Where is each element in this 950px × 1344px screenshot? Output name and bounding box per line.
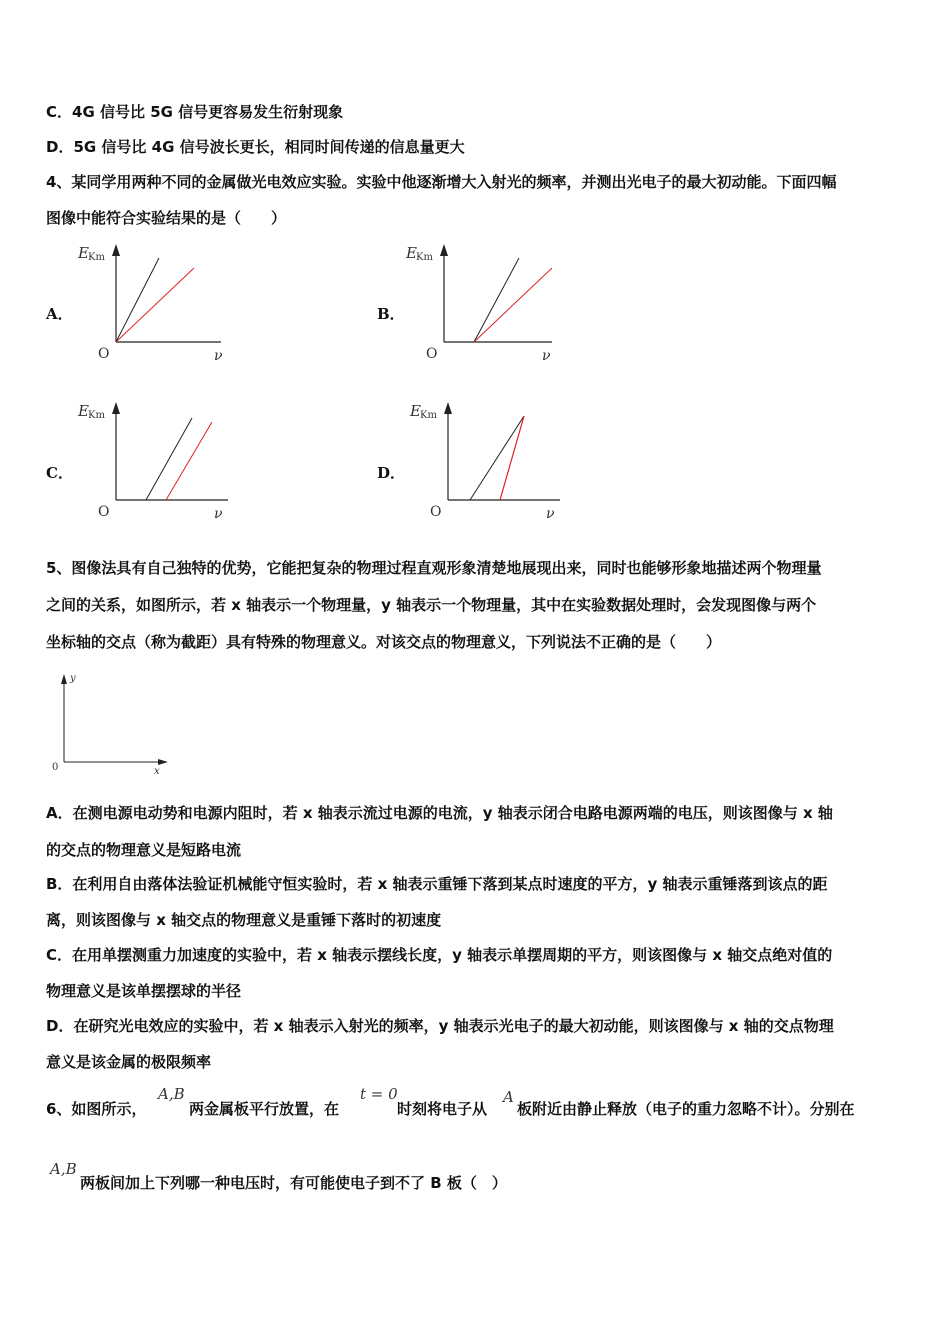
q4-graph-c-label: C． bbox=[46, 464, 73, 482]
x-label: x bbox=[154, 766, 160, 777]
black-line bbox=[146, 418, 192, 500]
ylabel-sub: Km bbox=[416, 252, 433, 263]
y-axis-arrow bbox=[61, 674, 67, 684]
black-line bbox=[470, 416, 524, 500]
q5-option-a-line2: 的交点的物理意义是短路电流 bbox=[46, 841, 242, 859]
q6-math-ab: A,B bbox=[158, 1085, 185, 1103]
q3-option-c: C．4G 信号比 5G 信号更容易发生衍射现象 bbox=[46, 103, 344, 121]
ylabel-sub: Km bbox=[88, 252, 105, 263]
y-axis-arrow bbox=[444, 402, 452, 414]
q5-option-b-line2: 离，则该图像与 x 轴交点的物理意义是重锤下落时的初速度 bbox=[46, 911, 442, 929]
q5-stem-line3: 坐标轴的交点（称为截距）具有特殊的物理意义。对该交点的物理意义，下列说法不正确的是（ ） bbox=[46, 633, 722, 651]
xlabel: ν bbox=[542, 348, 551, 364]
q4-graph-b bbox=[404, 238, 564, 368]
q5-option-c-line1: C．在用单摆测重力加速度的实验中，若 x 轴表示摆线长度，y 轴表示单摆周期的平方，则该图像与 x 轴交点绝对值的 bbox=[46, 946, 833, 964]
ylabel-sub: Km bbox=[88, 410, 105, 421]
q6-part3: 时刻将电子从 bbox=[397, 1100, 488, 1118]
red-line bbox=[474, 268, 552, 342]
q4-graph-b-label: B． bbox=[377, 305, 405, 323]
ylabel-sub: Km bbox=[420, 410, 437, 421]
origin-label: O bbox=[430, 504, 442, 520]
q5-option-b-line1: B．在利用自由落体法验证机械能守恒实验时，若 x 轴表示重锤下落到某点时速度的平方，y 轴表示重锤落到该点的距 bbox=[46, 875, 828, 893]
q4-graph-d bbox=[408, 396, 568, 526]
ylabel: E bbox=[410, 402, 421, 420]
ylabel: E bbox=[78, 402, 89, 420]
black-line bbox=[474, 258, 519, 342]
origin-label: O bbox=[98, 346, 110, 362]
q4-graph-c bbox=[76, 396, 236, 526]
red-line bbox=[166, 422, 212, 500]
red-line bbox=[116, 268, 194, 342]
q5-option-d-line1: D．在研究光电效应的实验中，若 x 轴表示入射光的频率，y 轴表示光电子的最大初动能，则该图像与 x 轴的交点物理 bbox=[46, 1017, 834, 1035]
xlabel: ν bbox=[546, 506, 555, 522]
red-line bbox=[500, 416, 524, 500]
y-axis-arrow bbox=[112, 402, 120, 414]
q3-option-d: D．5G 信号比 4G 信号波长更长，相同时间传递的信息量更大 bbox=[46, 138, 465, 156]
x-axis-arrow bbox=[158, 759, 168, 765]
q6-part2: 两金属板平行放置，在 bbox=[189, 1100, 340, 1118]
origin-label: 0 bbox=[52, 762, 59, 773]
xlabel: ν bbox=[214, 506, 223, 522]
origin-label: O bbox=[98, 504, 110, 520]
q6-part4: 板附近由静止释放（电子的重力忽略不计）。分别在 bbox=[517, 1100, 855, 1118]
q6-math-a: A bbox=[503, 1088, 514, 1106]
ylabel: E bbox=[78, 244, 89, 262]
q6-line2: 两板间加上下列哪一种电压时，有可能使电子到不了 B 板（ ） bbox=[80, 1174, 507, 1192]
q4-stem-line2: 图像中能符合实验结果的是（ ） bbox=[46, 209, 287, 227]
q4-graph-a bbox=[76, 238, 236, 368]
q6-math-t0: t = 0 bbox=[360, 1085, 398, 1103]
y-axis-arrow bbox=[112, 244, 120, 256]
q4-stem-line1: 4、某同学用两种不同的金属做光电效应实验。实验中他逐渐增大入射光的频率，并测出光电子的最大初动能。下面四幅 bbox=[46, 173, 837, 191]
y-axis-arrow bbox=[440, 244, 448, 256]
origin-label: O bbox=[426, 346, 438, 362]
q5-option-d-line2: 意义是该金属的极限频率 bbox=[46, 1053, 212, 1071]
q5-stem-line1: 5、图像法具有自己独特的优势，它能把复杂的物理过程直观形象清楚地展现出来，同时也能够形象地描述两个物理量 bbox=[46, 559, 822, 577]
q5-option-c-line2: 物理意义是该单摆摆球的半径 bbox=[46, 982, 242, 1000]
black-line bbox=[116, 258, 159, 342]
xlabel: ν bbox=[214, 348, 223, 364]
q4-graph-d-label: D． bbox=[377, 464, 406, 482]
q5-stem-line2: 之间的关系，如图所示，若 x 轴表示一个物理量，y 轴表示一个物理量，其中在实验数据处理时，会发现图像与两个 bbox=[46, 596, 817, 614]
ylabel: E bbox=[406, 244, 417, 262]
q4-graph-a-label: A． bbox=[46, 305, 73, 323]
q5-option-a-line1: A．在测电源电动势和电源内阻时，若 x 轴表示流过电源的电流，y 轴表示闭合电路电源两端的电压，则该图像与 x 轴 bbox=[46, 804, 833, 822]
q6-math-ab2: A,B bbox=[50, 1160, 77, 1178]
y-label: y bbox=[70, 673, 76, 684]
q6-part1: 6、如图所示， bbox=[46, 1100, 147, 1118]
q5-axes-figure bbox=[46, 668, 176, 778]
